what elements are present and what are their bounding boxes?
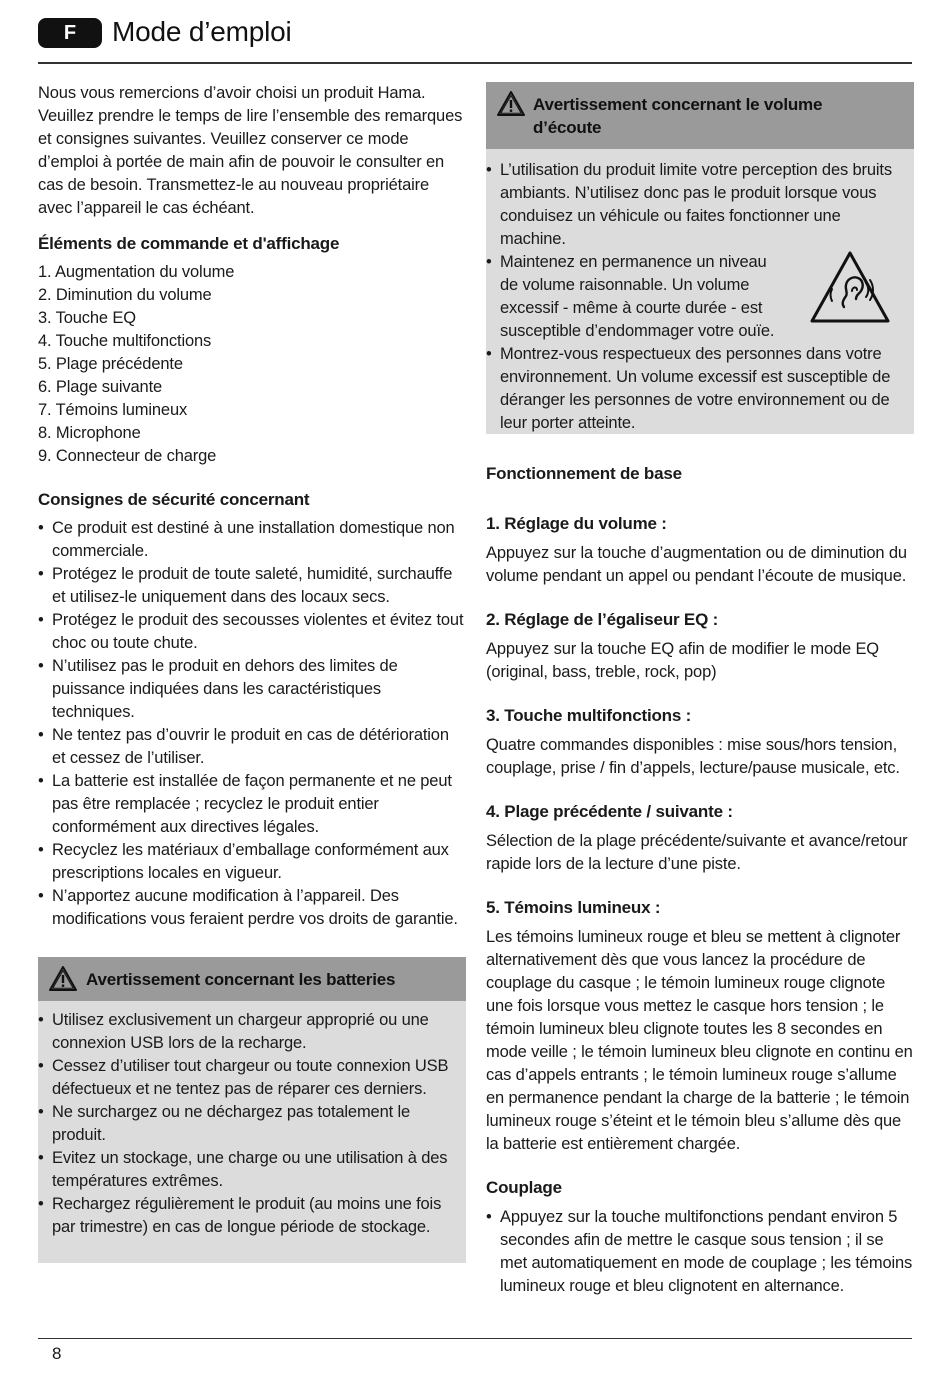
list-item: • La batterie est installée de façon permanente et ne peut pas être remplacée ; recyclez le produit entier conformément aux directives légales.	[38, 770, 466, 839]
battery-warning-header	[38, 957, 466, 1001]
list-item: 9. Connecteur de charge	[38, 447, 217, 465]
page-header	[38, 12, 912, 62]
section-text: Les témoins lumineux rouge et bleu se mettent à clignoter alternativement dès que vous lancez la procédure de couplage du casque ; le témoin lumineux rouge clignote une fois lorsque vous mettez le casque hors tension ; le témoin lumineux bleu clignote toutes les 8 secondes en mode veille ; le témoin lumineux bleu clignote en continu en cas d’appels entrants ; le témoin lumineux rouge s’allume en permanence pendant la charge de la batterie ; le témoin lumineux rouge s’éteint et le témoin bleu s’allume dès que la batterie est entièrement chargée.	[486, 928, 913, 1153]
pairing-list	[486, 1206, 914, 1298]
list-item: 1. Augmentation du volume	[38, 263, 235, 281]
list-item: • Appuyez sur la touche multifonctions pendant environ 5 secondes afin de mettre le casque sous tension ; il se met automatiquement en mode de couplage ; les témoins lumineux rouge et bleu clignotent en alternance.	[486, 1206, 914, 1298]
list-item: • Utilisez exclusivement un chargeur approprié ou une connexion USB lors de la recharge.	[38, 1009, 466, 1055]
list-item: 7. Témoins lumineux	[38, 401, 188, 419]
list-item: 8. Microphone	[38, 424, 141, 442]
section-title: 5. Témoins lumineux :	[486, 898, 661, 917]
section-title: 1. Réglage du volume :	[486, 514, 667, 533]
list-item: • N’apportez aucune modification à l’appareil. Des modifications vous feraient perdre vos droits de garantie.	[38, 885, 466, 931]
list-item: • Protégez le produit de toute saleté, humidité, surchauffe et utilisez-le uniquement dans des locaux secs.	[38, 563, 466, 609]
list-item: • Evitez un stockage, une charge ou une utilisation à des températures extrêmes.	[38, 1147, 466, 1193]
intro-paragraph: Nous vous remercions d’avoir choisi un produit Hama. Veuillez prendre le temps de lire l’ensemble des remarques et consignes suivantes. Veuillez conserver ce mode d’emploi à portée de main afin de pouvoir le consulter en cas de besoin. Transmettez-le au nouveau propriétaire avec l’appareil le cas échéant.	[38, 84, 463, 217]
page-number: 8	[52, 1344, 62, 1363]
header-divider	[38, 62, 912, 64]
list-item: • Rechargez régulièrement le produit (au moins une fois par trimestre) en cas de longue période de stockage.	[38, 1193, 466, 1239]
volume-warning-header	[486, 82, 914, 149]
hearing-damage-warning-icon	[808, 249, 892, 325]
section-text: Sélection de la plage précédente/suivante et avance/retour rapide lors de la lecture d’une piste.	[486, 832, 908, 873]
list-item: • N’utilisez pas le produit en dehors des limites de puissance indiquées dans les caractéristiques techniques.	[38, 655, 466, 724]
list-item: 6. Plage suivante	[38, 378, 163, 396]
safety-heading: Consignes de sécurité concernant	[38, 490, 310, 509]
basic-operation-heading: Fonctionnement de base	[486, 464, 682, 483]
list-item: • Recyclez les matériaux d’emballage conformément aux prescriptions locales en vigueur.	[38, 839, 466, 885]
section-text: Quatre commandes disponibles : mise sous/hors tension, couplage, prise / fin d’appels, lecture/pause musicale, etc.	[486, 736, 900, 777]
list-item: 2. Diminution du volume	[38, 286, 212, 304]
volume-warning-title: Avertissement concernant le volume d’écoute	[533, 95, 823, 137]
list-item: • Cessez d’utiliser tout chargeur ou toute connexion USB défectueux et ne tentez pas de réparer ces derniers.	[38, 1055, 466, 1101]
section-text: Appuyez sur la touche EQ afin de modifier le mode EQ (original, bass, treble, rock, pop)	[486, 640, 879, 681]
list-item: • Protégez le produit des secousses violentes et évitez tout choc ou toute chute.	[38, 609, 466, 655]
list-item: 3. Touche EQ	[38, 309, 136, 327]
language-badge: F	[38, 18, 102, 48]
list-item: • Montrez-vous respectueux des personnes dans votre environnement. Un volume excessif est susceptible de déranger les personnes de votre environnement ou de leur porter atteinte.	[486, 343, 900, 435]
battery-warning-box	[38, 957, 466, 1263]
battery-warning-title: Avertissement concernant les batteries	[86, 970, 396, 989]
list-item: • Ne tentez pas d’ouvrir le produit en cas de détérioration et cessez de l’utiliser.	[38, 724, 466, 770]
left-column	[38, 80, 466, 1263]
controls-heading: Éléments de commande et d'affichage	[38, 234, 340, 253]
volume-warning-box	[486, 82, 914, 434]
right-column	[486, 82, 914, 1298]
list-item: • Ce produit est destiné à une installation domestique non commerciale.	[38, 517, 466, 563]
list-item: 5. Plage précédente	[38, 355, 183, 373]
list-item: • Maintenez en permanence un niveau de volume raisonnable. Un volume excessif - même à courte durée - est susceptible d’endommager votre ouïe.	[486, 251, 900, 343]
warning-triangle-icon	[48, 965, 78, 992]
list-item: • Ne surchargez ou ne déchargez pas totalement le produit.	[38, 1101, 466, 1147]
section-text: Appuyez sur la touche d’augmentation ou de diminution du volume pendant un appel ou pendant l’écoute de musique.	[486, 544, 907, 585]
safety-list	[38, 517, 466, 931]
battery-warning-list	[38, 1001, 466, 1239]
section-title: 4. Plage précédente / suivante :	[486, 802, 733, 821]
section-title: 2. Réglage de l’égaliseur EQ :	[486, 610, 719, 629]
pairing-heading: Couplage	[486, 1178, 562, 1197]
page-title: Mode d’emploi	[112, 16, 292, 47]
footer-divider	[38, 1338, 912, 1339]
list-item: 4. Touche multifonctions	[38, 332, 212, 350]
list-item: • L’utilisation du produit limite votre perception des bruits ambiants. N’utilisez donc pas le produit lorsque vous conduisez un véhicule ou faites fonctionner une machine.	[486, 159, 900, 251]
section-title: 3. Touche multifonctions :	[486, 706, 692, 725]
controls-list	[38, 261, 466, 468]
warning-triangle-icon	[496, 90, 526, 117]
